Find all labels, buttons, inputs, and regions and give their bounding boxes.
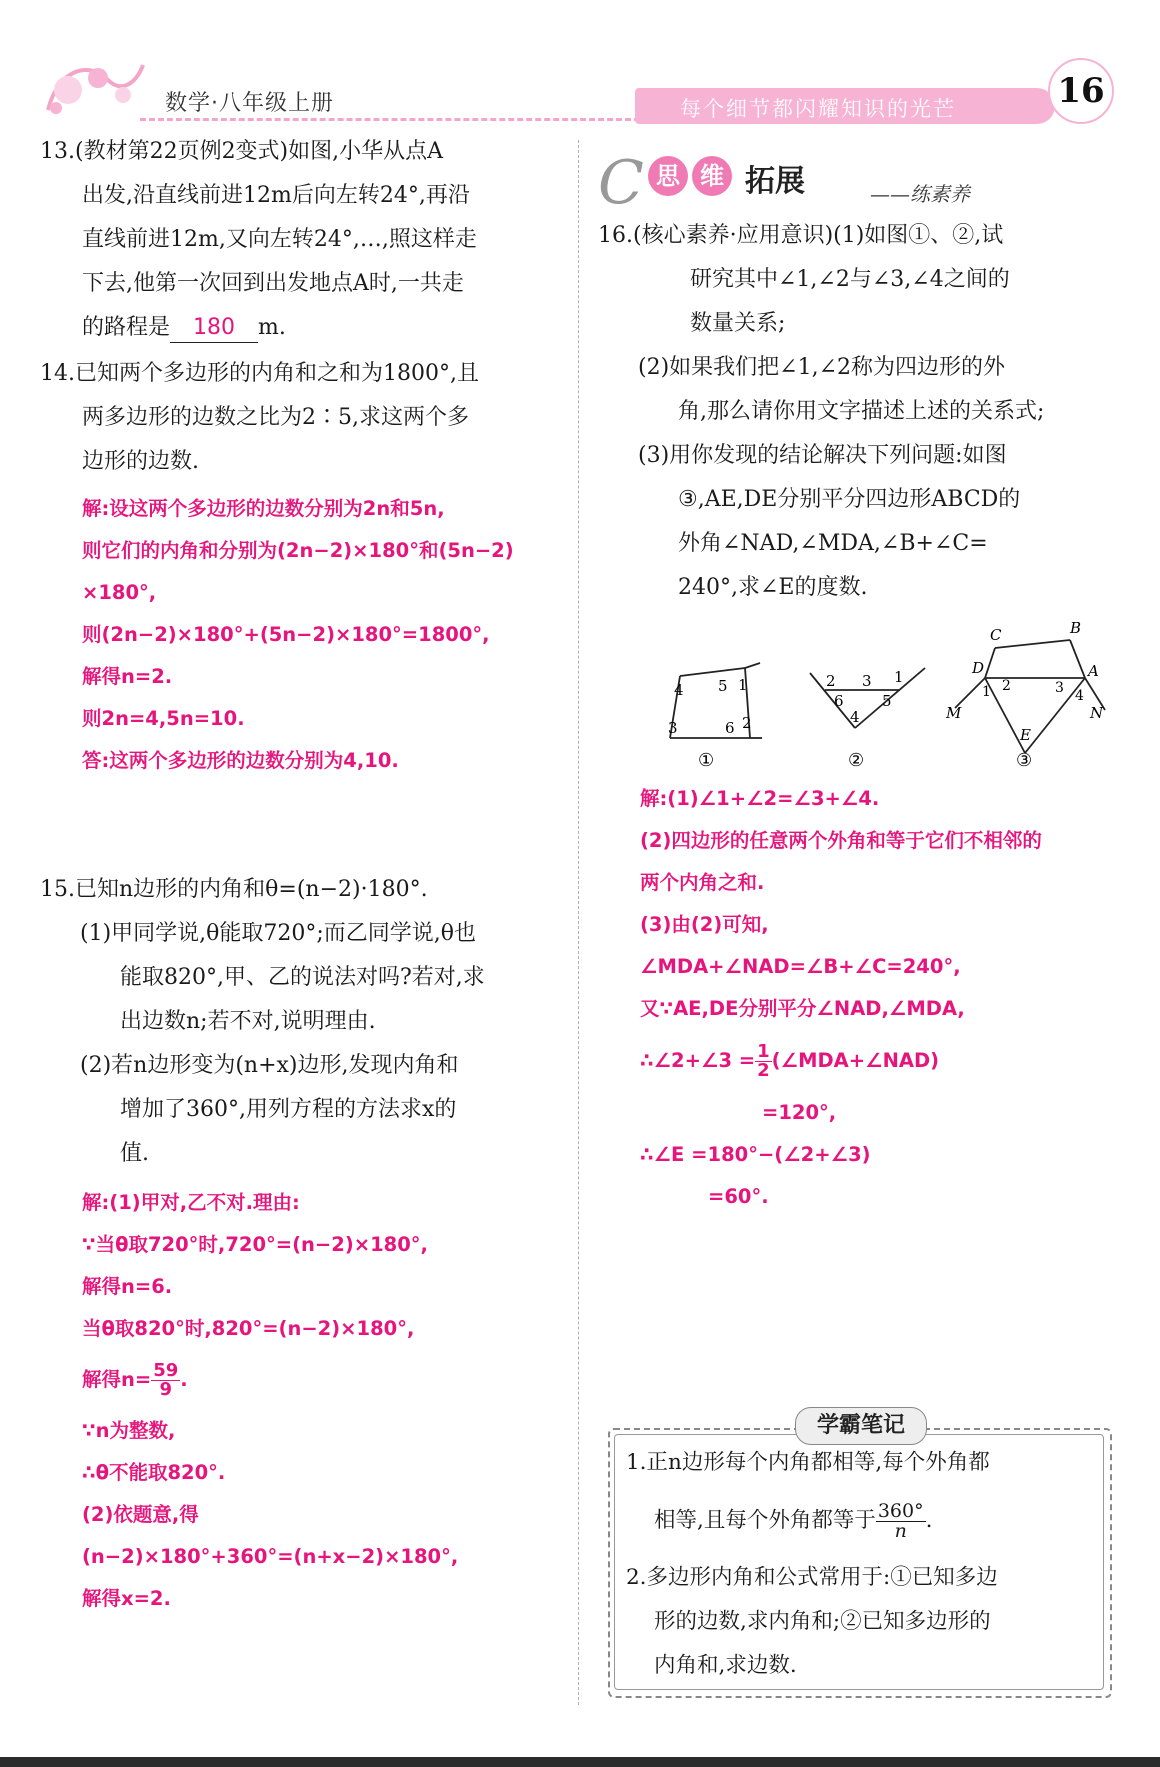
note-1-fraction-line	[626, 1486, 1096, 1556]
q14-solution	[82, 488, 572, 782]
fig2-num-5: 5	[882, 692, 892, 710]
fig3-label-D: D	[972, 659, 985, 677]
note-1-line: 1.正n边形每个内角都相等,每个外角都	[626, 1450, 990, 1475]
note-2-line: 内角和,求边数.	[654, 1653, 797, 1678]
section-c-letter: C	[598, 148, 644, 218]
page-number: 16	[1048, 58, 1114, 124]
q16-solution-line: =120°,	[762, 1101, 837, 1124]
q14-solution-line: 则(2n−2)×180°+(5n−2)×180°=1800°,	[82, 623, 490, 646]
question-16	[598, 214, 1128, 610]
q15-line: (1)甲同学说,θ能取720°;而乙同学说,θ也	[80, 921, 477, 946]
note-1-frac-den: n	[894, 1519, 907, 1542]
fig3-num-4: 4	[1075, 688, 1084, 704]
q15-line: 15.已知n边形的内角和θ=(n−2)·180°.	[40, 877, 428, 902]
q14-line: 两多边形的边数之比为2∶5,求这两个多	[82, 405, 469, 430]
fig2-num-3: 3	[862, 672, 872, 690]
q15-frac-prefix: 解得n=	[82, 1368, 152, 1391]
q14-solution-line: 解:设这两个多边形的边数分别为2n和5n,	[82, 497, 445, 520]
question-14	[40, 352, 570, 484]
q15-line: 值.	[120, 1141, 149, 1166]
q16-figures	[650, 618, 1110, 768]
fig3-num-2: 2	[1002, 678, 1011, 694]
geometry-figures	[650, 618, 1110, 768]
q14-solution-line: 答:这两个多边形的边数分别为4,10.	[82, 749, 399, 772]
q16-fraction	[755, 1043, 772, 1080]
q15-fraction	[151, 1362, 180, 1399]
q14-solution-line: 解得n=2.	[82, 665, 173, 688]
section-c-char-2: 维	[692, 156, 732, 196]
question-15	[40, 868, 570, 1176]
q16-solution-line: 解:(1)∠1+∠2=∠3+∠4.	[640, 787, 880, 810]
q16-line: 数量关系;	[690, 311, 786, 336]
q13-line: 下去,他第一次回到出发地点A时,一共走	[82, 271, 464, 296]
note-2-line: 2.多边形内角和公式常用于:①已知多边	[626, 1565, 998, 1590]
fig3-label-M: M	[946, 704, 962, 722]
q15-line: 出边数n;若不对,说明理由.	[120, 1009, 376, 1034]
fig3-label-A: A	[1088, 662, 1099, 680]
q15-solution-line: 解得x=2.	[82, 1587, 171, 1610]
q16-frac-num: 1	[757, 1041, 770, 1062]
q15-solution-line: (n−2)×180°+360°=(n+x−2)×180°,	[82, 1545, 459, 1568]
q16-frac-prefix: ∴∠2+∠3 =	[640, 1049, 756, 1072]
fig1-num-2: 2	[742, 714, 752, 732]
q15-frac-den: 9	[159, 1379, 173, 1400]
q15-frac-num: 59	[153, 1360, 179, 1381]
q14-line: 14.已知两个多边形的内角和之和为1800°,且	[40, 361, 479, 386]
q13-line: 出发,沿直线前进12m后向左转24°,再沿	[82, 183, 470, 208]
q16-line: (2)如果我们把∠1,∠2称为四边形的外	[638, 355, 1006, 380]
q16-fraction-line	[640, 1030, 1130, 1092]
q15-frac-suffix: .	[180, 1368, 188, 1391]
book-title: 数学·八年级上册	[165, 91, 334, 116]
figure-label-1: ①	[698, 750, 715, 768]
q15-fraction-line	[82, 1350, 572, 1410]
q13-last-line	[40, 306, 570, 350]
figure-label-3: ③	[1016, 750, 1033, 768]
q15-solution	[82, 1182, 572, 1620]
q13-prefix: 的路程是	[82, 315, 171, 340]
q13-line: 13.(教材第22页例2变式)如图,小华从点A	[40, 139, 444, 164]
q13-suffix: m.	[258, 315, 286, 340]
q14-solution-line: 则它们的内角和分别为(2n−2)×180°和(5n−2)	[82, 539, 514, 562]
q14-solution-line: 则2n=4,5n=10.	[82, 707, 245, 730]
question-13	[40, 130, 570, 350]
header-dash-divider	[140, 118, 640, 121]
bottom-edge-strip	[0, 1757, 1160, 1767]
study-notes-content	[626, 1440, 1096, 1688]
fig3-label-C: C	[990, 626, 1002, 644]
q16-line: 240°,求∠E的度数.	[678, 575, 868, 600]
q16-line: 角,那么请你用文字描述上述的关系式;	[678, 399, 1045, 424]
study-notes-title: 学霸笔记	[795, 1407, 927, 1445]
q16-line: (3)用你发现的结论解决下列问题:如图	[638, 443, 1007, 468]
fig2-num-2: 2	[826, 672, 836, 690]
fig3-label-N: N	[1090, 704, 1104, 722]
section-c-tag: ——练素养	[870, 182, 970, 206]
q16-solution-line: ∴∠E =180°−(∠2+∠3)	[640, 1143, 871, 1166]
q16-solution-line: (2)四边形的任意两个外角和等于它们不相邻的	[640, 829, 1042, 852]
q16-solution-line: =60°.	[708, 1185, 769, 1208]
note-1-suffix: .	[925, 1508, 933, 1533]
note-1-prefix: 相等,且每个外角都等于	[654, 1508, 876, 1533]
fig1-num-6: 6	[725, 719, 735, 737]
flower-ornament-icon	[38, 50, 148, 120]
q15-solution-line: 解:(1)甲对,乙不对.理由:	[82, 1191, 300, 1214]
q16-frac-suffix: (∠MDA+∠NAD)	[771, 1049, 940, 1072]
q15-line: (2)若n边形变为(n+x)边形,发现内角和	[80, 1053, 459, 1078]
q16-line: 16.(核心素养·应用意识)(1)如图①、②,试	[598, 223, 1004, 248]
q16-line: 研究其中∠1,∠2与∠3,∠4之间的	[690, 267, 1010, 292]
section-c-char-1: 思	[648, 156, 688, 196]
q16-solution	[640, 778, 1130, 1218]
q15-line: 能取820°,甲、乙的说法对吗?若对,求	[120, 965, 485, 990]
header-flourish	[38, 50, 148, 120]
fig2-num-6: 6	[834, 692, 844, 710]
note-1-frac-num: 360°	[877, 1499, 924, 1522]
fig1-num-3: 3	[668, 719, 678, 737]
fig3-num-3: 3	[1055, 680, 1064, 696]
q16-solution-line: (3)由(2)可知,	[640, 913, 769, 936]
q16-solution-line: 两个内角之和.	[640, 871, 765, 894]
fig2-num-1: 1	[894, 668, 904, 686]
slogan-text: 每个细节都闪耀知识的光芒	[680, 97, 956, 121]
fig3-label-B: B	[1070, 619, 1082, 637]
q15-solution-line: ∵当θ取720°时,720°=(n−2)×180°,	[82, 1233, 428, 1256]
q15-solution-line: ∵n为整数,	[82, 1419, 176, 1442]
q15-line: 增加了360°,用列方程的方法求x的	[120, 1097, 457, 1122]
q16-line: ③,AE,DE分别平分四边形ABCD的	[678, 487, 1021, 512]
fig1-num-1: 1	[738, 676, 748, 694]
q15-solution-line: 当θ取820°时,820°=(n−2)×180°,	[82, 1317, 415, 1340]
note-1-fraction	[876, 1499, 926, 1542]
q15-solution-line: ∴θ不能取820°.	[82, 1461, 226, 1484]
q14-solution-line: ×180°,	[82, 581, 157, 604]
fig2-num-4: 4	[850, 708, 860, 726]
fig3-label-E: E	[1020, 726, 1031, 744]
q14-line: 边形的边数.	[82, 449, 199, 474]
fig1-num-4: 4	[674, 681, 684, 699]
fig1-num-5: 5	[718, 677, 728, 695]
q16-line: 外角∠NAD,∠MDA,∠B+∠C=	[678, 531, 988, 556]
q16-solution-line: ∠MDA+∠NAD=∠B+∠C=240°,	[640, 955, 961, 978]
note-2-line: 形的边数,求内角和;②已知多边形的	[654, 1609, 991, 1634]
q15-solution-line: 解得n=6.	[82, 1275, 173, 1298]
column-divider	[578, 140, 579, 1705]
q15-solution-line: (2)依题意,得	[82, 1503, 199, 1526]
q13-answer-blank: 180	[170, 314, 258, 343]
q13-line: 直线前进12m,又向左转24°,…,照这样走	[82, 227, 477, 252]
q16-frac-den: 2	[757, 1060, 770, 1081]
q16-solution-line: 又∵AE,DE分别平分∠NAD,∠MDA,	[640, 997, 965, 1020]
figure-label-2: ②	[848, 750, 865, 768]
fig3-num-1: 1	[982, 684, 991, 700]
section-c-title: 拓展	[745, 164, 805, 199]
